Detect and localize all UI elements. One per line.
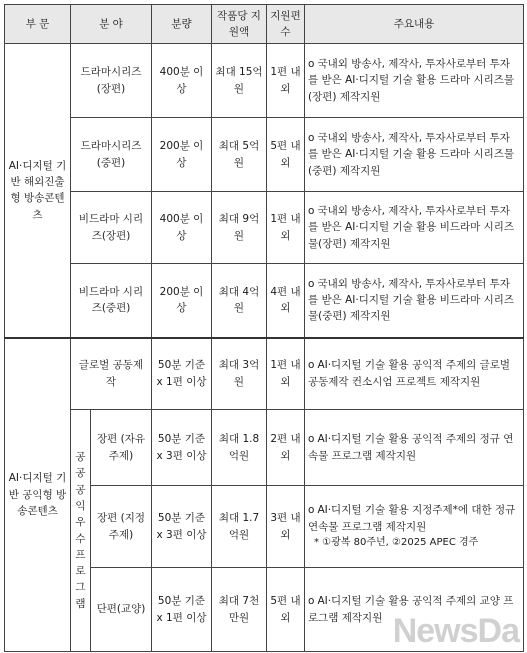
- section-name: AI·디지털 기반 해외진출형 방송콘텐츠: [5, 44, 71, 338]
- funding-cell: 최대 4억원: [212, 264, 267, 338]
- bullet-mark: o: [308, 277, 315, 290]
- header-division: 부 문: [5, 5, 71, 44]
- content-cell: [305, 410, 524, 486]
- table-row: [5, 118, 524, 192]
- newsda-watermark: NewsDa: [392, 612, 519, 650]
- table-row: [5, 410, 524, 486]
- content-text: AI·디지털 기술 활용 공익적 주제의 글로벌 공동제작 컨소시엄 프로젝트 제작지원: [308, 359, 511, 388]
- content-cell: [305, 118, 524, 192]
- bullet-mark: o: [308, 359, 315, 372]
- content-note: * ①광복 80주년, ②2025 APEC 경주: [314, 537, 479, 549]
- table-row: [5, 264, 524, 338]
- header-content: 주요내용: [305, 5, 524, 44]
- content-text: 국내외 방송사, 제작사, 투자사로부터 투자를 받은 AI·디지털 기술 활용 드라마 시리즈물(장편) 제작지원: [308, 58, 515, 103]
- field-cell: 드라마시리즈(장편): [71, 44, 152, 118]
- length-cell: 200분 이상: [152, 118, 212, 192]
- length-cell: 50분 기준 x 3편 이상: [152, 486, 212, 568]
- content-cell: [305, 486, 524, 568]
- bullet-mark: o: [308, 433, 315, 446]
- field-cell: 드라마시리즈(중편): [71, 118, 152, 192]
- field-cell: 비드라마 시리즈(장편): [71, 192, 152, 264]
- header-funding: 작품당 지원액: [212, 5, 267, 44]
- length-cell: 50분 기준 x 1편 이상: [152, 338, 212, 410]
- funding-cell: 최대 9억원: [212, 192, 267, 264]
- funding-cell: 최대 15억원: [212, 44, 267, 118]
- content-text: AI·디지털 기술 활용 지정주제*에 대한 정규 연속물 프로그램 제작지원: [308, 504, 516, 533]
- content-text: 국내외 방송사, 제작사, 투자사로부터 투자를 받은 AI·디지털 기술 활용 비드라마 시리즈물(중편) 제작지원: [308, 277, 515, 323]
- content-text: 국내외 방송사, 제작사, 투자사로부터 투자를 받은 AI·디지털 기술 활용 비드라마 시리즈물(장편) 제작지원: [308, 205, 515, 250]
- content-text: 국내외 방송사, 제작사, 투자사로부터 투자를 받은 AI·디지털 기술 활용 드라마 시리즈물(중편) 제작지원: [308, 132, 515, 177]
- length-cell: 50분 기준 x 1편 이상: [152, 568, 212, 652]
- header-length: 분량: [152, 5, 212, 44]
- count-cell: 2편 내외: [267, 410, 305, 486]
- count-cell: 1편 내외: [267, 192, 305, 264]
- support-table: [4, 4, 524, 652]
- table-row: [5, 192, 524, 264]
- field-cell: 장편 (자유주제): [91, 410, 152, 486]
- header-field: 분 야: [71, 5, 152, 44]
- count-cell: 5편 내외: [267, 118, 305, 192]
- section-name: AI·디지털 기반 공익형 방송콘텐츠: [5, 338, 71, 652]
- header-count: 지원편수: [267, 5, 305, 44]
- funding-cell: 최대 1.7억원: [212, 486, 267, 568]
- content-cell: [305, 192, 524, 264]
- field-cell: 단편(교양): [91, 568, 152, 652]
- content-text: AI·디지털 기술 활용 공익적 주제의 교양 프로그램 제작지원: [308, 595, 514, 624]
- content-cell: [305, 44, 524, 118]
- field-cell: 비드라마 시리즈(중편): [71, 264, 152, 338]
- length-cell: 200분 이상: [152, 264, 212, 338]
- length-cell: 400분 이상: [152, 44, 212, 118]
- count-cell: 1편 내외: [267, 44, 305, 118]
- bullet-mark: o: [308, 205, 315, 218]
- funding-cell: 최대 7천만원: [212, 568, 267, 652]
- bullet-mark: o: [308, 595, 315, 608]
- field-cell: 장편 (지정주제): [91, 486, 152, 568]
- bullet-mark: o: [308, 58, 315, 71]
- length-cell: 50분 기준 x 3편 이상: [152, 410, 212, 486]
- content-cell: [305, 338, 524, 410]
- count-cell: 3편 내외: [267, 486, 305, 568]
- count-cell: 5편 내외: [267, 568, 305, 652]
- table-row: [5, 44, 524, 118]
- field-cell: 글로벌 공동제작: [71, 338, 152, 410]
- funding-cell: 최대 5억원: [212, 118, 267, 192]
- content-cell: [305, 568, 524, 652]
- count-cell: 1편 내외: [267, 338, 305, 410]
- table-header-row: [5, 5, 524, 44]
- count-cell: 4편 내외: [267, 264, 305, 338]
- content-cell: [305, 264, 524, 338]
- length-cell: 400분 이상: [152, 192, 212, 264]
- content-text: AI·디지털 기술 활용 공익적 주제의 정규 연속물 프로그램 제작지원: [308, 433, 514, 462]
- table-row: [5, 338, 524, 410]
- bullet-mark: o: [308, 504, 315, 517]
- funding-cell: 최대 3억원: [212, 338, 267, 410]
- bullet-mark: o: [308, 132, 315, 145]
- subgroup-name: 공공 공익 우수 프로 그램: [71, 410, 91, 652]
- funding-cell: 최대 1.8억원: [212, 410, 267, 486]
